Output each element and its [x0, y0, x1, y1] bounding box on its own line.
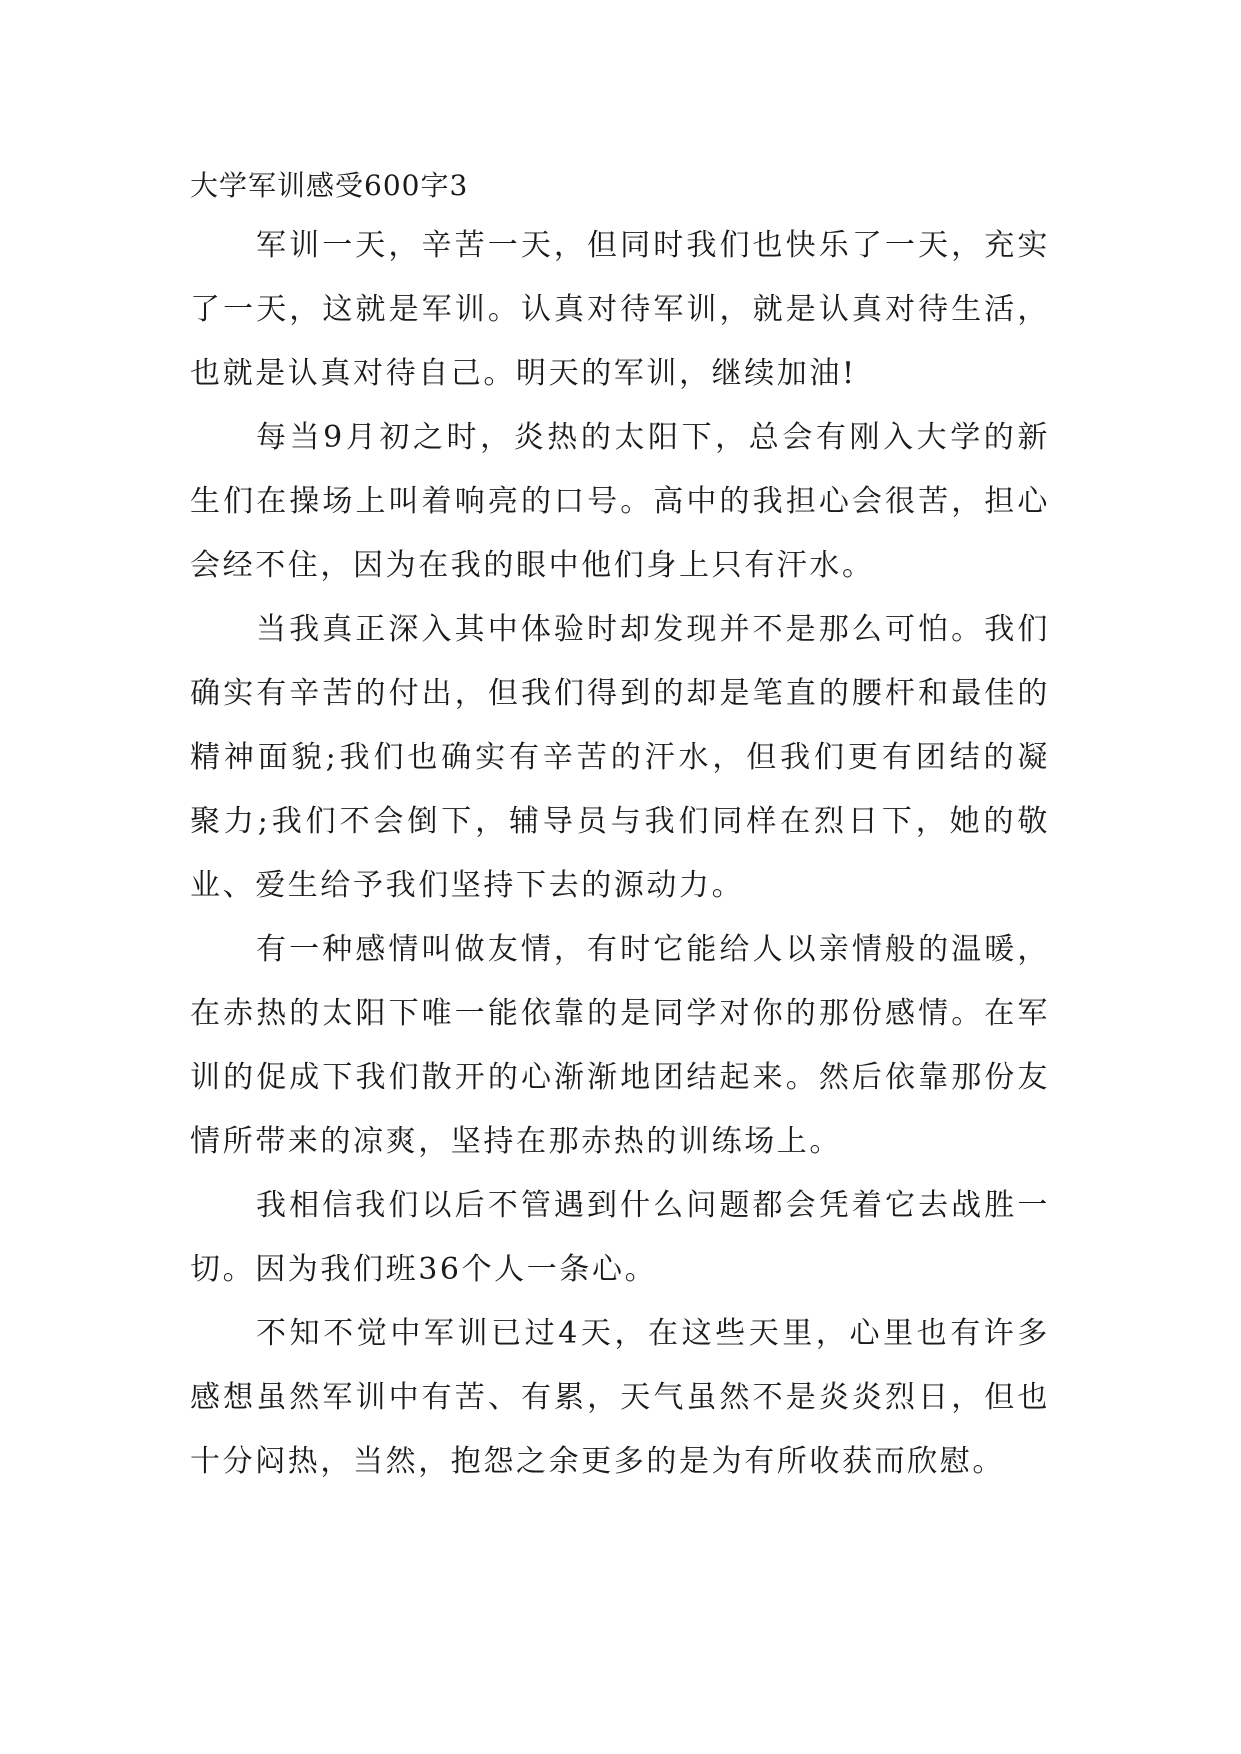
paragraph: 有一种感情叫做友情，有时它能给人以亲情般的温暖，在赤热的太阳下唯一能依靠的是同学对你的那份感情。在军训的促成下我们散开的心渐渐地团结起来。然后依靠那份友情所带来的凉爽，坚持在那赤热的训练场上。	[190, 932, 1050, 1159]
paragraph: 当我真正深入其中体验时却发现并不是那么可怕。我们确实有辛苦的付出，但我们得到的却是笔直的腰杆和最佳的精神面貌;我们也确实有辛苦的汗水，但我们更有团结的凝聚力;我们不会倒下，辅导员与我们同样在烈日下，她的敬业、爱生给予我们坚持下去的源动力。	[190, 612, 1050, 903]
paragraph: 不知不觉中军训已过4天，在这些天里，心里也有许多感想虽然军训中有苦、有累，天气虽然不是炎炎烈日，但也十分闷热，当然，抱怨之余更多的是为有所收获而欣慰。	[190, 1316, 1050, 1479]
document-body	[190, 214, 1050, 1494]
paragraph: 我相信我们以后不管遇到什么问题都会凭着它去战胜一切。因为我们班36个人一条心。	[190, 1188, 1050, 1287]
paragraph: 每当9月初之时，炎热的太阳下，总会有刚入大学的新生们在操场上叫着响亮的口号。高中的我担心会很苦，担心会经不住，因为在我的眼中他们身上只有汗水。	[190, 420, 1050, 583]
document-title: 大学军训感受600字3	[190, 169, 469, 202]
paragraph: 军训一天，辛苦一天，但同时我们也快乐了一天，充实了一天，这就是军训。认真对待军训，就是认真对待生活，也就是认真对待自己。明天的军训，继续加油!	[190, 228, 1050, 391]
